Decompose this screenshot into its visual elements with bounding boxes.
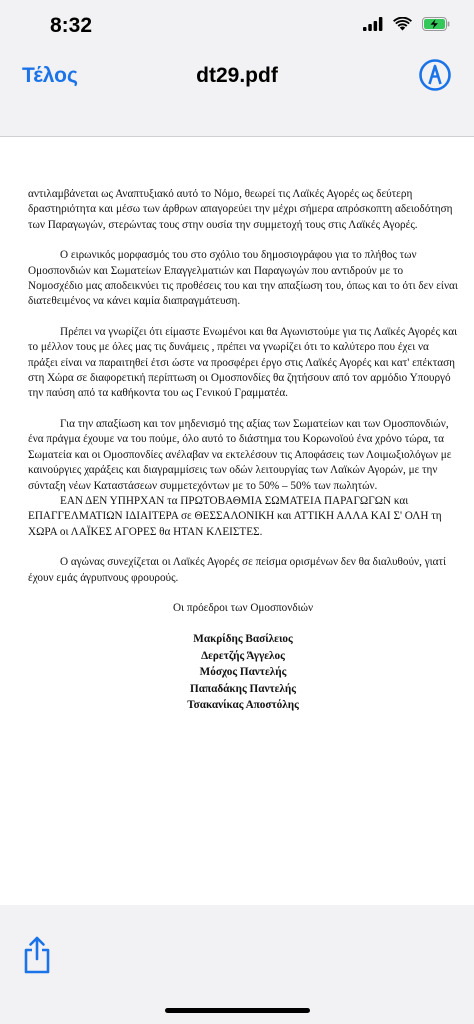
battery-charging-icon [422, 17, 450, 31]
status-time: 8:32 [50, 14, 93, 37]
paragraph-4: Για την απαξίωση και τον μηδενισμό της αξίας των Σωματείων και των Ομοσπονδιών, ένα πράγμα έχουμε να του πούμε, όλο αυτό το διάστημα του Κορωνοϊού ένα χρόνο τώρα, τα Σωματεία και οι Ομοσπονδίες ανέλαβαν να εκτελέσουν τις Αποφάσεις των Λοιμωξιολόγων με καινούργιες χαράξεις και διαγραμμίσεις των οδών λειτουργίας των Λαϊκών Αγορών, με την σύνταξη νέων Καταστάσεων συμμετεχόντων με το 50% – 50% των πωλητών. [28, 417, 452, 492]
status-bar [0, 0, 474, 48]
markup-pen-icon[interactable] [418, 58, 452, 92]
paragraph-2: Ο ειρωνικός μορφασμός του στο σχόλιο του δημοσιογράφου για το πλήθος των Ομοσπονδιών και Σωματείων Επαγγελματιών και Παραγωγών που αντιδρούν με το Νομοσχέδιο μας αποδεικνύει τις προθέσεις του και την απαξίωση του, όπως και το ότι δεν είναι διατεθειμένος να κάνει καμία διαπραγμάτευση. [28, 249, 458, 308]
status-icons [363, 17, 450, 31]
bottom-toolbar [0, 905, 474, 1024]
paragraph-6: Ο αγώνας συνεχίζεται οι Λαϊκές Αγορές σε πείσμα ορισμένων δεν θα διαλυθούν, γιατί έχουν εμάς άγρυπνους φρουρούς. [28, 556, 447, 584]
share-icon[interactable] [22, 935, 52, 975]
wifi-icon [393, 17, 412, 31]
signatory-name: Μόσχος Παντελής [199, 666, 287, 679]
pdf-text [28, 187, 458, 714]
done-button[interactable]: Τέλος [22, 64, 78, 87]
pdf-page [0, 137, 474, 905]
signatory-name: Παπαδάκης Παντελής [190, 682, 296, 695]
paragraph-1: αντιλαμβάνεται ως Αναπτυξιακό αυτό το Νόμο, θεωρεί τις Λαϊκές Αγορές ως δεύτερη δραστηριότητα και μέσω των άρθρων απαγορεύει την μέχρι σήμερα απρόσκοπτη αδειοδότηση των Παραγωγών, στερώντας τους στην ουσία την συμμετοχή τους στις Λαϊκές Αγορές. [28, 188, 453, 231]
cellular-signal-icon [363, 17, 383, 31]
signatory-name: Μακρίδης Βασίλειος [193, 633, 293, 646]
document-title: dt29.pdf [196, 64, 278, 87]
signatories [28, 631, 458, 714]
home-indicator[interactable] [165, 1008, 310, 1013]
signatory-name: Δερετζής Άγγελος [201, 649, 285, 662]
paragraph-5: ΕΑΝ ΔΕΝ ΥΠΗΡΧΑΝ τα ΠΡΩΤΟΒΑΘΜΙΑ ΣΩΜΑΤΕΙΑ ΠΑΡΑΓΩΓΩΝ και ΕΠΑΓΓΕΛΜΑΤΙΩΝ ΙΔΙΑΙΤΕΡΑ σε ΘΕΣΣΑΛΟΝΙΚΗ και ΑΤΤΙΚΗ ΑΛΛΑ ΚΑΙ Σ' ΟΛΗ τη ΧΩΡΑ οι ΛΑΪΚΕΣ ΑΓΟΡΕΣ θα ΗΤΑΝ ΚΛΕΙΣΤΕΣ. [28, 494, 442, 538]
paragraph-3: Πρέπει να γνωρίζει ότι είμαστε Ενωμένοι και θα Αγωνιστούμε για τις Λαϊκές Αγορές και το μέλλον τους με όλες μας τις δυνάμεις , πρέπει να γνωρίζει ότι το καλύτερο που έχει να πράξει είναι να παραιτηθεί έτσι ώστε να προσφέρει έργο στις Λαϊκές Αγορές και κατ' επέκταση στη Χώρα σε διαφορετική περίπτωση οι Ομοσπονδίες θα ζητήσουν από τον αρμόδιο Υπουργό την παύση από τα καθήκοντα του ως Γενικού Γραμματέα. [28, 325, 458, 400]
nav-bar [0, 48, 474, 106]
signature-intro: Οι πρόεδροι των Ομοσπονδιών [172, 601, 314, 614]
signatory-name: Τσακανίκας Αποστόλης [187, 699, 299, 712]
